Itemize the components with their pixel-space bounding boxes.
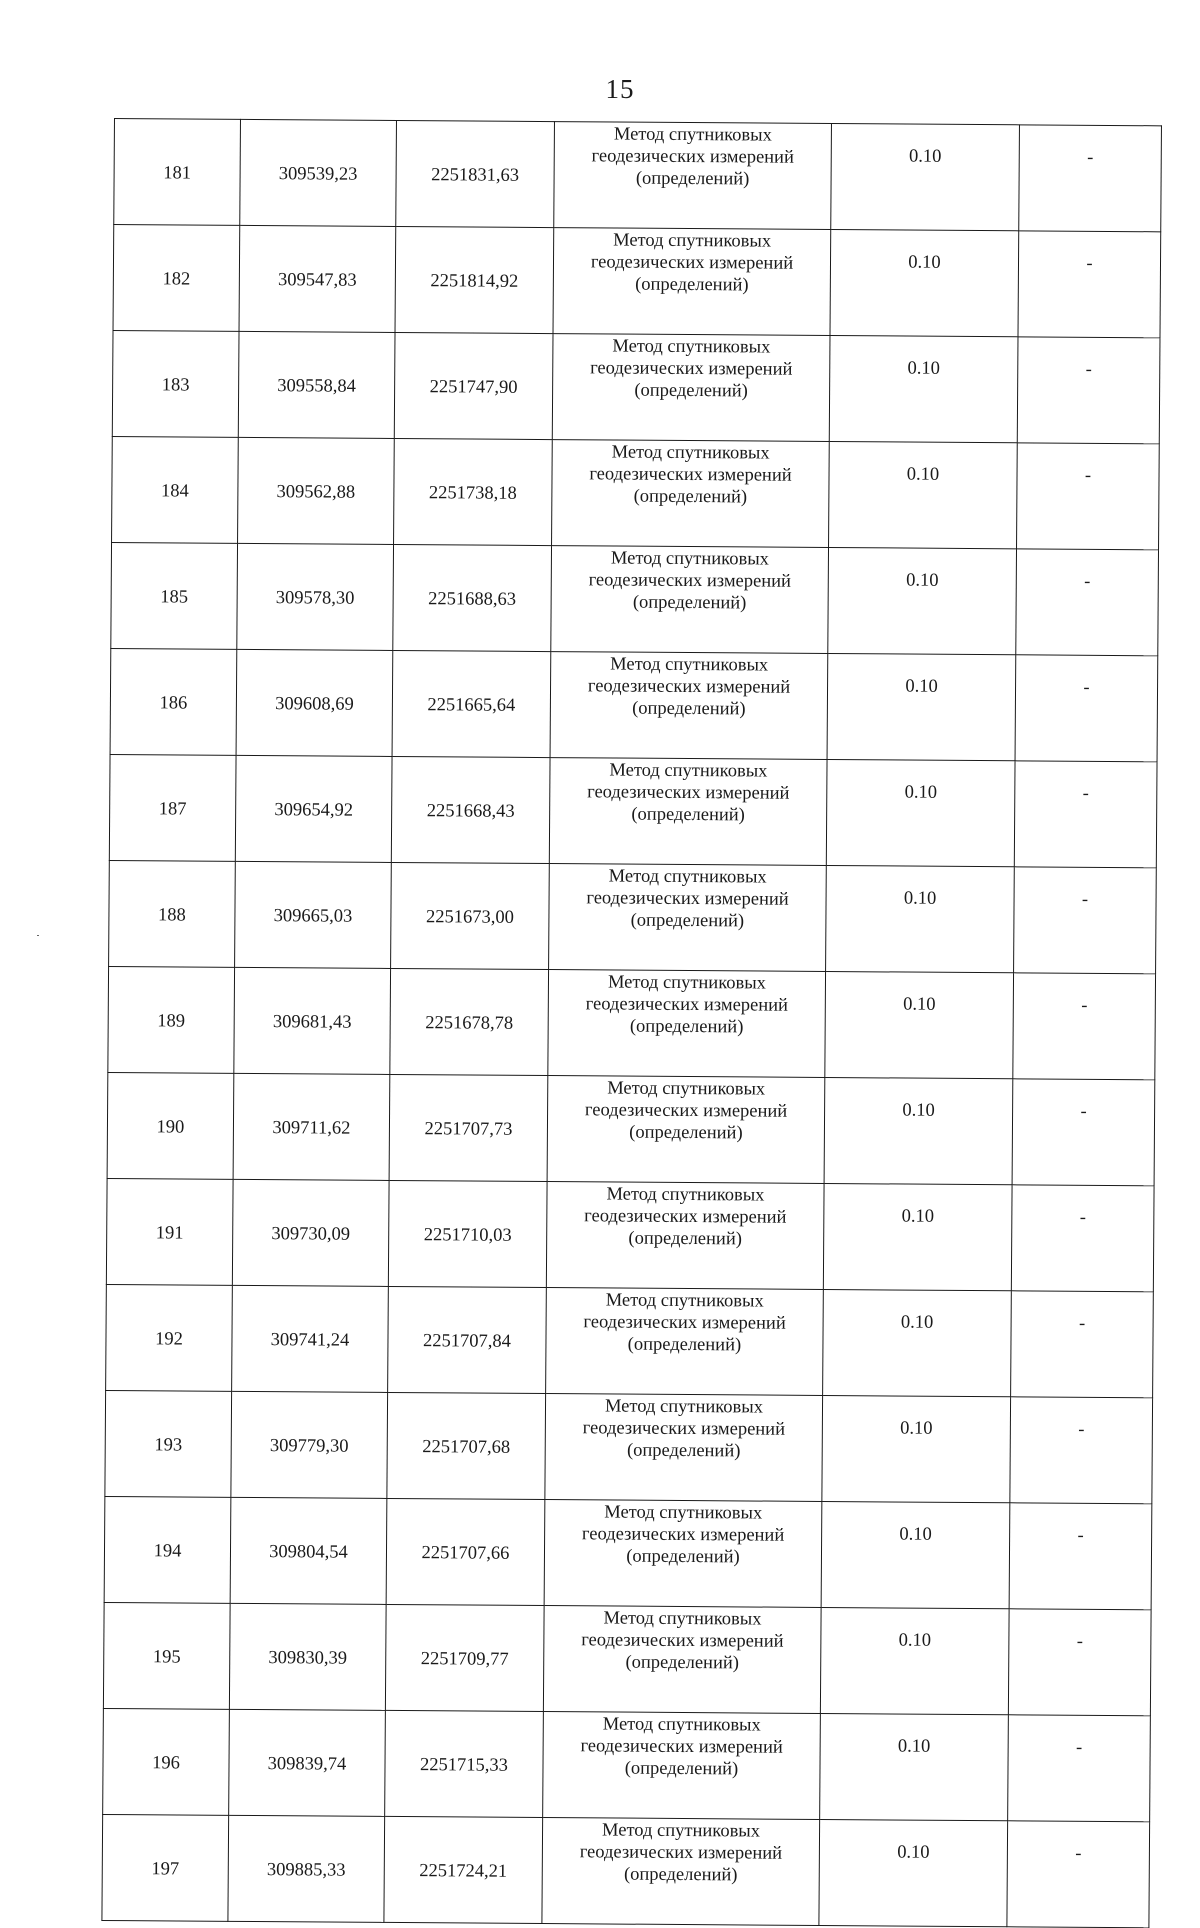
table-row bbox=[105, 1390, 1153, 1503]
table-row bbox=[111, 542, 1159, 655]
method-cell bbox=[545, 1394, 823, 1502]
method-line: (определений) bbox=[623, 1864, 738, 1886]
point-number-cell: 187 bbox=[109, 754, 236, 861]
method-line: Метод спутниковых bbox=[607, 972, 767, 994]
coordinates-table bbox=[101, 118, 1162, 1928]
point-number-cell: 197 bbox=[102, 1814, 229, 1921]
x-coordinate-cell: 309608,69 bbox=[236, 649, 393, 756]
method-line: геодезических измерений bbox=[590, 252, 794, 274]
point-number-cell: 189 bbox=[108, 966, 235, 1073]
method-line: Метод спутниковых bbox=[607, 1078, 766, 1100]
x-coordinate-cell: 309804,54 bbox=[230, 1497, 387, 1604]
method-cell bbox=[553, 228, 831, 336]
method-line: (определений) bbox=[631, 804, 745, 826]
method-cell bbox=[552, 334, 830, 442]
x-coordinate-cell: 309578,30 bbox=[237, 543, 394, 650]
y-coordinate-cell: 2251707,73 bbox=[389, 1074, 548, 1181]
y-coordinate-cell: 2251688,63 bbox=[393, 544, 552, 651]
method-cell bbox=[549, 864, 827, 972]
method-line: геодезических измерений bbox=[585, 994, 789, 1016]
method-cell bbox=[554, 122, 832, 230]
method-cell bbox=[546, 1288, 824, 1396]
scan-speck bbox=[37, 935, 39, 936]
point-number-cell: 195 bbox=[103, 1602, 230, 1709]
table-row bbox=[103, 1602, 1151, 1715]
y-coordinate-cell: 2251707,84 bbox=[388, 1286, 547, 1393]
method-line: (определений) bbox=[625, 1652, 740, 1674]
description-cell: - bbox=[1016, 549, 1159, 656]
method-line: (определений) bbox=[626, 1440, 741, 1462]
accuracy-cell: 0.10 bbox=[829, 336, 1018, 443]
method-line: Метод спутниковых bbox=[611, 442, 770, 464]
accuracy-cell: 0.10 bbox=[830, 230, 1019, 337]
point-number-cell: 188 bbox=[109, 860, 236, 967]
method-line: Метод спутниковых bbox=[613, 124, 772, 146]
description-cell: - bbox=[1008, 1715, 1151, 1822]
x-coordinate-cell: 309539,23 bbox=[240, 119, 397, 226]
point-number-cell: 181 bbox=[114, 119, 241, 226]
method-line: (определений) bbox=[624, 1758, 739, 1780]
x-coordinate-cell: 309654,92 bbox=[235, 755, 392, 862]
x-coordinate-cell: 309839,74 bbox=[229, 1709, 386, 1816]
method-cell bbox=[550, 652, 828, 760]
method-cell bbox=[552, 440, 830, 548]
method-cell bbox=[547, 1076, 825, 1184]
description-cell: - bbox=[1011, 1291, 1154, 1398]
method-line: геодезических измерений bbox=[584, 1206, 787, 1228]
y-coordinate-cell: 2251747,90 bbox=[394, 332, 553, 439]
accuracy-cell: 0.10 bbox=[819, 1819, 1008, 1926]
method-line: Метод спутниковых bbox=[610, 548, 769, 570]
y-coordinate-cell: 2251665,64 bbox=[392, 650, 551, 757]
x-coordinate-cell: 309562,88 bbox=[238, 437, 395, 544]
accuracy-cell: 0.10 bbox=[827, 653, 1016, 760]
description-cell: - bbox=[1017, 443, 1160, 550]
description-cell: - bbox=[1018, 231, 1161, 338]
x-coordinate-cell: 309885,33 bbox=[228, 1815, 385, 1922]
method-line: Метод спутниковых bbox=[606, 1184, 765, 1206]
method-line: Метод спутниковых bbox=[608, 866, 767, 888]
y-coordinate-cell: 2251738,18 bbox=[394, 438, 553, 545]
table-row bbox=[106, 1284, 1154, 1397]
method-line: Метод спутниковых bbox=[613, 230, 772, 252]
method-cell bbox=[544, 1500, 822, 1608]
table-row bbox=[112, 330, 1160, 443]
x-coordinate-cell: 309665,03 bbox=[235, 861, 392, 968]
method-line: (определений) bbox=[629, 1122, 743, 1144]
y-coordinate-cell: 2251715,33 bbox=[385, 1710, 544, 1817]
method-line: Метод спутниковых bbox=[605, 1290, 764, 1312]
accuracy-cell: 0.10 bbox=[820, 1713, 1009, 1820]
method-line: (определений) bbox=[635, 274, 749, 296]
table-row bbox=[104, 1496, 1152, 1609]
point-number-cell: 191 bbox=[106, 1178, 233, 1285]
description-cell: - bbox=[1007, 1821, 1150, 1928]
y-coordinate-cell: 2251724,21 bbox=[384, 1816, 543, 1923]
x-coordinate-cell: 309681,43 bbox=[234, 967, 391, 1074]
table-row bbox=[103, 1708, 1151, 1821]
method-line: (определений) bbox=[632, 698, 746, 720]
point-number-cell: 190 bbox=[107, 1072, 234, 1179]
table-row bbox=[109, 860, 1157, 973]
description-cell: - bbox=[1014, 761, 1157, 868]
method-line: (определений) bbox=[635, 168, 750, 190]
method-line: (определений) bbox=[633, 486, 748, 508]
description-cell: - bbox=[1014, 867, 1157, 974]
y-coordinate-cell: 2251673,00 bbox=[391, 862, 550, 969]
coordinates-table-body bbox=[102, 119, 1162, 1928]
point-number-cell: 196 bbox=[103, 1708, 230, 1815]
table-row bbox=[113, 225, 1161, 338]
method-line: геодезических измерений bbox=[584, 1100, 788, 1122]
accuracy-cell: 0.10 bbox=[825, 971, 1014, 1078]
method-line: геодезических измерений bbox=[588, 570, 792, 592]
table-row bbox=[112, 436, 1160, 549]
accuracy-cell: 0.10 bbox=[824, 1077, 1013, 1184]
accuracy-cell: 0.10 bbox=[831, 124, 1020, 231]
method-line: (определений) bbox=[626, 1546, 740, 1568]
description-cell: - bbox=[1019, 125, 1162, 232]
description-cell: - bbox=[1017, 337, 1160, 444]
table-row bbox=[109, 754, 1157, 867]
y-coordinate-cell: 2251707,66 bbox=[386, 1498, 545, 1605]
accuracy-cell: 0.10 bbox=[822, 1395, 1011, 1502]
method-line: (определений) bbox=[628, 1228, 742, 1250]
x-coordinate-cell: 309830,39 bbox=[229, 1603, 386, 1710]
x-coordinate-cell: 309547,83 bbox=[239, 225, 396, 332]
method-line: Метод спутниковых bbox=[604, 1396, 764, 1418]
method-line: геодезических измерений bbox=[586, 888, 789, 910]
table-row bbox=[107, 1072, 1155, 1185]
description-cell: - bbox=[1008, 1609, 1151, 1716]
method-line: геодезических измерений bbox=[580, 1736, 783, 1758]
method-line: геодезических измерений bbox=[581, 1630, 784, 1652]
method-line: геодезических измерений bbox=[579, 1842, 783, 1864]
method-line: Метод спутниковых bbox=[609, 760, 768, 782]
description-cell: - bbox=[1012, 1079, 1155, 1186]
x-coordinate-cell: 309711,62 bbox=[233, 1073, 390, 1180]
point-number-cell: 183 bbox=[112, 330, 239, 437]
description-cell: - bbox=[1010, 1397, 1153, 1504]
method-cell bbox=[549, 758, 827, 866]
method-line: Метод спутниковых bbox=[612, 336, 771, 358]
method-line: геодезических измерений bbox=[583, 1312, 786, 1334]
description-cell: - bbox=[1015, 655, 1158, 762]
point-number-cell: 193 bbox=[105, 1390, 232, 1497]
method-line: Метод спутниковых bbox=[603, 1608, 762, 1630]
table-row bbox=[102, 1814, 1150, 1927]
method-line: (определений) bbox=[634, 380, 748, 402]
point-number-cell: 194 bbox=[104, 1496, 231, 1603]
description-cell: - bbox=[1013, 973, 1156, 1080]
accuracy-cell: 0.10 bbox=[828, 547, 1017, 654]
page-number: 15 bbox=[605, 74, 635, 104]
point-number-cell: 185 bbox=[111, 542, 238, 649]
y-coordinate-cell: 2251668,43 bbox=[391, 756, 550, 863]
method-cell bbox=[543, 1606, 821, 1714]
description-cell: - bbox=[1011, 1185, 1154, 1292]
table-row bbox=[108, 966, 1156, 1079]
method-line: Метод спутниковых bbox=[604, 1502, 763, 1524]
accuracy-cell: 0.10 bbox=[829, 442, 1018, 549]
method-line: геодезических измерений bbox=[581, 1524, 785, 1546]
method-cell bbox=[543, 1712, 821, 1820]
accuracy-cell: 0.10 bbox=[821, 1501, 1010, 1608]
method-line: геодезических измерений bbox=[589, 464, 792, 486]
method-line: (определений) bbox=[627, 1334, 742, 1356]
table-row bbox=[110, 648, 1158, 761]
x-coordinate-cell: 309558,84 bbox=[238, 331, 395, 438]
method-line: геодезических измерений bbox=[591, 146, 794, 168]
accuracy-cell: 0.10 bbox=[823, 1289, 1012, 1396]
accuracy-cell: 0.10 bbox=[826, 759, 1015, 866]
point-number-cell: 182 bbox=[113, 225, 240, 332]
x-coordinate-cell: 309730,09 bbox=[232, 1179, 389, 1286]
point-number-cell: 192 bbox=[106, 1284, 233, 1391]
method-line: (определений) bbox=[629, 1016, 744, 1038]
x-coordinate-cell: 309779,30 bbox=[231, 1391, 388, 1498]
y-coordinate-cell: 2251814,92 bbox=[395, 226, 554, 333]
accuracy-cell: 0.10 bbox=[826, 865, 1015, 972]
accuracy-cell: 0.10 bbox=[823, 1183, 1012, 1290]
method-cell bbox=[551, 546, 829, 654]
y-coordinate-cell: 2251707,68 bbox=[387, 1392, 546, 1499]
method-line: Метод спутниковых bbox=[601, 1820, 761, 1842]
method-line: геодезических измерений bbox=[587, 676, 791, 698]
y-coordinate-cell: 2251831,63 bbox=[396, 120, 555, 227]
y-coordinate-cell: 2251709,77 bbox=[385, 1604, 544, 1711]
y-coordinate-cell: 2251710,03 bbox=[388, 1180, 547, 1287]
method-line: (определений) bbox=[630, 910, 745, 932]
method-line: геодезических измерений bbox=[590, 358, 793, 380]
table-row bbox=[106, 1178, 1154, 1291]
method-line: Метод спутниковых bbox=[602, 1714, 761, 1736]
accuracy-cell: 0.10 bbox=[820, 1607, 1009, 1714]
method-cell bbox=[542, 1818, 820, 1926]
method-line: геодезических измерений bbox=[587, 782, 790, 804]
method-cell bbox=[546, 1182, 824, 1290]
point-number-cell: 186 bbox=[110, 648, 237, 755]
method-line: Метод спутниковых bbox=[610, 654, 769, 676]
y-coordinate-cell: 2251678,78 bbox=[390, 968, 549, 1075]
description-cell: - bbox=[1009, 1503, 1152, 1610]
table-row bbox=[114, 119, 1162, 232]
x-coordinate-cell: 309741,24 bbox=[232, 1285, 389, 1392]
method-cell bbox=[548, 970, 826, 1078]
method-line: геодезических измерений bbox=[582, 1418, 786, 1440]
method-line: (определений) bbox=[632, 592, 747, 614]
point-number-cell: 184 bbox=[112, 436, 239, 543]
